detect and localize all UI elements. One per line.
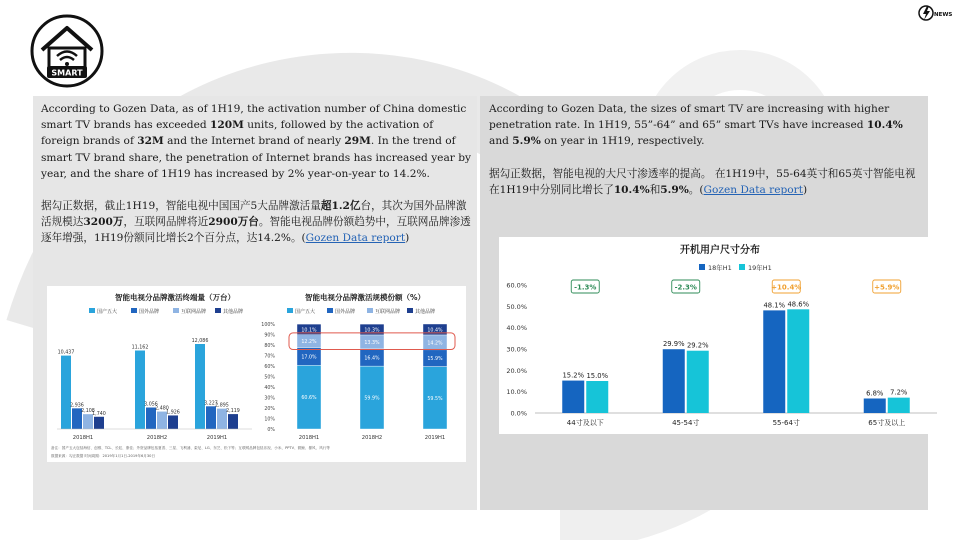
chart2-ytick-label: 0%: [267, 428, 275, 433]
chart3-value-label: 15.2%: [562, 371, 585, 380]
gozen-report-link-left[interactable]: Gozen Data report: [305, 232, 406, 245]
chart2-ytick-label: 60%: [264, 365, 275, 370]
chart1-value-label: 1,926: [166, 410, 180, 416]
smart-home-icon: [30, 14, 104, 88]
chart3-change-label: -2.3%: [674, 283, 697, 292]
left-chinese-paragraph: 据勾正数据，截止1H19，智能电视中国国产5大品牌激活量超1.2亿台，其次为国外品牌激活规模达3200万，互联网品牌将近2900万台。智能电视品牌份额趋势中，互联网品牌渗透逐年增强，1H19份额同比增长2个百分点，达14.2%。(Gozen Data report): [41, 200, 471, 245]
chart-footnote: 备注：国产五大包括海信、创维、TCL、长虹、康佳；外资品牌包括夏普、三星、飞利浦、索尼、LG、东芝、松下等；互联网品牌包括乐视、小米、PPTV、微鲸、暴风、风行等: [51, 446, 331, 450]
chart-source: 数据来源：勾正数据 时间周期：2019年1月1日-2019年6月30日: [51, 454, 156, 458]
chart2-value-label: 16.4%: [364, 356, 380, 362]
chart2-legend-swatch: [367, 308, 373, 313]
home-icon-label: SMART: [51, 68, 83, 78]
chart3-change-label: +5.9%: [874, 283, 900, 292]
chart2-legend-label: 国外品牌: [335, 309, 356, 315]
chart3-ytick-label: 50.0%: [506, 302, 527, 311]
right-text-block: [489, 101, 919, 214]
chart1-legend-swatch: [173, 308, 179, 313]
chart3-category-label: 45-54寸: [672, 419, 700, 427]
news-logo: [918, 2, 958, 24]
chart1-value-label: 2,119: [226, 409, 240, 415]
chart3-value-label: 15.0%: [586, 372, 609, 380]
chart2-value-label: 60.6%: [301, 396, 317, 402]
chart3-bar: [687, 351, 709, 413]
chart2-legend-swatch: [327, 308, 333, 313]
chart2-legend-swatch: [407, 308, 413, 313]
screen-size-chart: [499, 237, 942, 434]
chart1-value-label: 3,056: [144, 402, 158, 408]
chart3-value-label: 29.9%: [662, 340, 685, 349]
right-english-paragraph: According to Gozen Data, the sizes of smart TV are increasing with higher penetration rate. In 1H19, 55”-64” and 65” smart TVs have increased 10.4% and 5.9% on year in 1H19, respectively.: [489, 103, 903, 148]
chart1-legend-swatch: [215, 308, 221, 313]
chart1-legend-label: 国产五大: [97, 309, 118, 315]
chart1-title: 智能电视分品牌激活终端量（万台）: [115, 293, 235, 302]
chart3-value-label: 29.2%: [686, 341, 709, 350]
chart2-ytick-label: 100%: [261, 323, 275, 328]
chart3-legend-swatch: [699, 264, 705, 270]
chart1-legend-swatch: [89, 308, 95, 313]
screen-size-chart-image: [499, 237, 942, 434]
chart3-value-label: 7.2%: [890, 388, 908, 397]
left-english-paragraph: According to Gozen Data, as of 1H19, the activation number of China domestic smart TV brands has exceeded 120M units, followed by the activation of foreign brands of 32M and the Internet brand of nearly 29M. In the trend of smart TV brand share, the penetration of Internet brands has increased year by year, and the share of 1H19 has increased by 2% year-on-year to 14.2%.: [41, 103, 471, 180]
chart3-value-label: 6.8%: [866, 389, 884, 398]
right-chinese-paragraph: 据勾正数据，智能电视的大尺寸渗透率的提高。 在1H19中，55-64英寸和65英寸智能电视在1H19中分别同比增长了10.4%和5.9%。(Gozen Data report): [489, 167, 916, 196]
chart3-bar: [663, 349, 685, 413]
chart2-value-label: 59.5%: [427, 396, 443, 402]
chart3-title: 开机用户尺寸分布: [680, 245, 760, 256]
news-logo-label: NEWS: [934, 12, 953, 18]
chart2-value-label: 12.2%: [301, 340, 317, 346]
chart1-value-label: 2,895: [215, 403, 229, 409]
chart1-bar: [206, 406, 216, 429]
chart1-bar: [61, 356, 71, 429]
gozen-report-link-right[interactable]: Gozen Data report: [703, 183, 803, 196]
chart3-change-label: +10.4%: [771, 283, 802, 292]
chart3-bar: [586, 381, 608, 413]
chart1-bar: [168, 415, 178, 429]
chart2-ytick-label: 50%: [264, 375, 275, 381]
chart2-title: 智能电视分品牌激活规模份额（%）: [304, 293, 426, 302]
chart3-value-label: 48.1%: [763, 301, 786, 310]
chart1-legend-label: 其他品牌: [223, 309, 244, 315]
chart1-value-label: 3,227: [204, 401, 218, 407]
chart3-value-label: 48.6%: [787, 300, 810, 309]
chart3-ytick-label: 20.0%: [506, 366, 527, 375]
chart2-value-label: 59.9%: [364, 396, 380, 402]
chart3-bar: [864, 398, 886, 413]
chart2-legend-swatch: [287, 308, 293, 313]
chart3-category-label: 44寸及以下: [566, 419, 604, 427]
chart3-legend-swatch: [739, 264, 745, 270]
chart3-category-label: 55-64寸: [772, 419, 800, 427]
left-text-block: [41, 101, 471, 263]
chart3-legend-label: 18年H1: [708, 264, 732, 272]
chart3-ytick-label: 40.0%: [506, 324, 527, 333]
chart1-value-label: 12,086: [191, 339, 209, 344]
chart1-bar: [94, 417, 104, 429]
chart2-ytick-label: 30%: [264, 396, 275, 402]
chart3-ytick-label: 60.0%: [506, 281, 527, 290]
chart2-value-label: 15.9%: [427, 357, 443, 363]
chart1-bar: [135, 350, 145, 429]
chart2-ytick-label: 10%: [264, 417, 275, 423]
chart2-category-label: 2019H1: [424, 435, 446, 441]
chart2-value-label: 10.4%: [427, 328, 443, 334]
chart2-category-label: 2018H1: [298, 435, 320, 441]
chart3-bar: [763, 310, 785, 413]
chart1-category-label: 2019H1: [206, 435, 228, 441]
chart3-bar: [787, 309, 809, 413]
chart2-ytick-label: 40%: [264, 386, 275, 391]
chart1-legend-label: 国外品牌: [139, 309, 160, 315]
chart1-value-label: 1,740: [92, 411, 106, 417]
chart3-ytick-label: 10.0%: [506, 388, 527, 397]
chart2-value-label: 14.2%: [427, 341, 443, 347]
chart1-bar: [228, 414, 238, 429]
chart1-bar: [195, 344, 205, 429]
chart3-category-label: 65寸及以上: [868, 419, 906, 427]
chart2-category-label: 2018H2: [361, 435, 383, 441]
chart1-value-label: 10,437: [57, 350, 75, 356]
chart2-ytick-label: 70%: [264, 354, 275, 360]
chart2-legend-label: 国产五大: [295, 309, 316, 315]
brand-activation-chart-image: [47, 286, 466, 462]
chart2-value-label: 10.1%: [301, 328, 317, 334]
chart1-legend-swatch: [131, 308, 137, 313]
brand-activation-charts: [47, 286, 466, 462]
chart2-value-label: 17.0%: [301, 355, 317, 361]
chart1-category-label: 2018H2: [146, 435, 168, 441]
chart3-legend-label: 19年H1: [748, 264, 772, 272]
chart1-value-label: 11,162: [131, 345, 149, 351]
chart2-ytick-label: 90%: [264, 333, 275, 339]
chart3-bar: [888, 398, 910, 413]
chart2-value-label: 13.3%: [364, 340, 380, 346]
chart2-legend-label: 互联网品牌: [375, 309, 401, 315]
chart1-legend-label: 互联网品牌: [181, 309, 207, 315]
chart1-value-label: 2,108: [81, 409, 95, 415]
chart2-ytick-label: 80%: [264, 344, 275, 349]
chart3-bar: [562, 381, 584, 413]
chart1-value-label: 2,480: [155, 406, 169, 412]
chart2-ytick-label: 20%: [264, 407, 275, 412]
chart3-ytick-label: 30.0%: [506, 345, 527, 354]
chart2-legend-label: 其他品牌: [415, 309, 436, 315]
chart1-category-label: 2018H1: [72, 435, 94, 441]
chart1-value-label: 2,936: [70, 403, 84, 409]
chart3-ytick-label: 0.0%: [510, 409, 527, 418]
chart2-value-label: 10.3%: [364, 328, 380, 334]
chart3-change-label: -1.3%: [574, 283, 597, 292]
